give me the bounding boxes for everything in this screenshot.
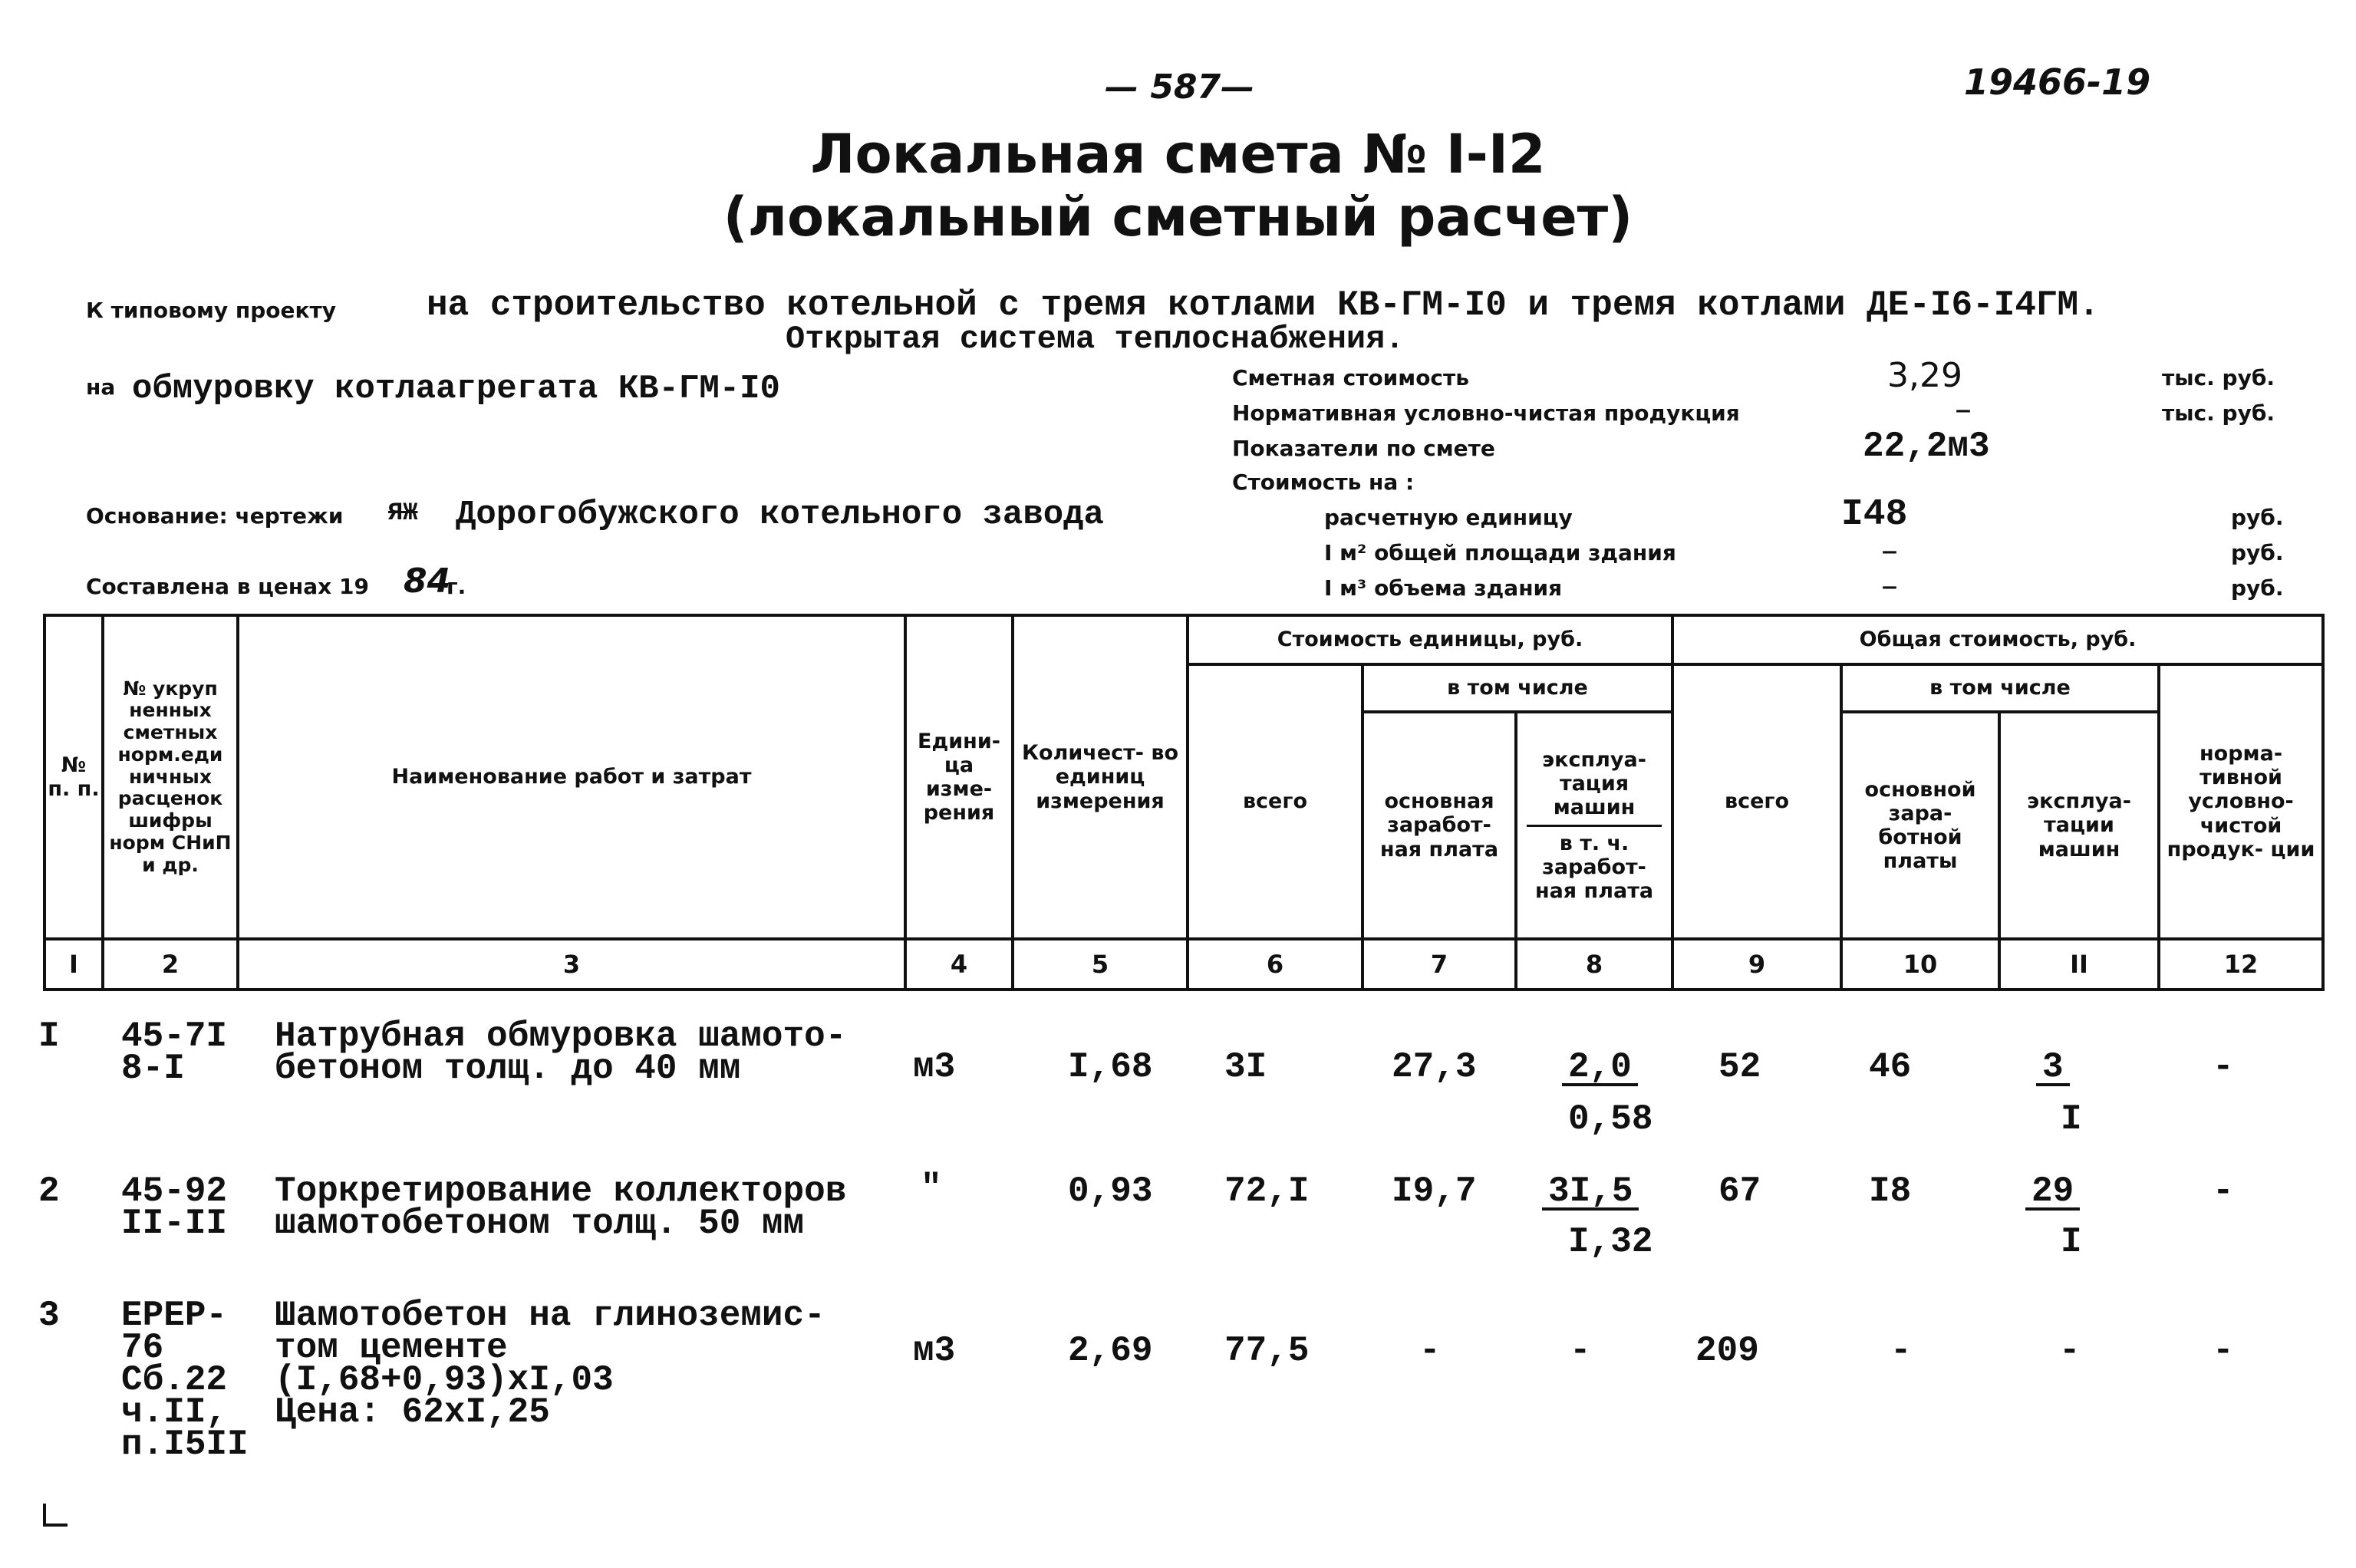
object-label: на xyxy=(86,374,116,400)
header-unit-all: всего xyxy=(1188,664,1363,939)
column-number: 10 xyxy=(1841,939,1999,990)
row-code: Сб.22 xyxy=(121,1360,228,1400)
row-name: Цена: 62xI,25 xyxy=(275,1392,550,1432)
header-machine-wage: в т. ч. заработ- ная плата xyxy=(1534,831,1654,903)
corner-mark xyxy=(43,1504,68,1527)
area-cost-label: I м² общей площади здания xyxy=(1324,540,1676,565)
row-total-machine-value: 3 xyxy=(2036,1051,2070,1086)
header-total-basic: основной зара- ботной платы xyxy=(1841,712,1999,939)
header-no: № п. п. xyxy=(44,615,103,939)
document-code: 19466-19 xyxy=(1964,61,2151,103)
row-unit-cost: 3I xyxy=(1224,1047,1267,1087)
row-total-machine-wage: I xyxy=(2061,1099,2082,1139)
page-title: Локальная смета № I-I2 xyxy=(810,123,1546,186)
column-number: 2 xyxy=(103,939,238,990)
column-number: 4 xyxy=(905,939,1013,990)
row-total: 52 xyxy=(1718,1047,1761,1087)
prices-suffix: г. xyxy=(446,574,466,599)
row-total-machine-value: 29 xyxy=(2025,1175,2080,1211)
volume-cost-unit: руб. xyxy=(2231,575,2284,601)
cost-label: Сметная стоимость xyxy=(1232,365,1469,390)
column-number: 7 xyxy=(1363,939,1516,990)
column-number: I xyxy=(44,939,103,990)
prices-year: 84 xyxy=(404,562,451,601)
row-normative: - xyxy=(2213,1171,2234,1211)
row-machine-op-value: 3I,5 xyxy=(1542,1175,1639,1211)
page-subtitle: (локальный сметный расчет) xyxy=(723,186,1633,249)
row-name: (I,68+0,93)xI,03 xyxy=(275,1360,614,1400)
row-total-basic: - xyxy=(1890,1331,1912,1371)
area-cost-unit: руб. xyxy=(2231,540,2284,565)
row-name: Шамотобетон на глиноземис- xyxy=(275,1296,825,1336)
project-text-2: Открытая система теплоснабжения. xyxy=(786,321,1405,357)
row-quantity: 2,69 xyxy=(1068,1331,1153,1371)
row-code: 45-92 xyxy=(121,1171,228,1211)
header-machine-op xyxy=(1516,712,1672,939)
row-total-machine: - xyxy=(2059,1331,2081,1371)
row-quantity: I,68 xyxy=(1068,1047,1153,1087)
row-total-basic: 46 xyxy=(1869,1047,1912,1087)
row-total-machine xyxy=(2036,1047,2070,1087)
row-total: 209 xyxy=(1695,1331,1759,1371)
row-quantity: 0,93 xyxy=(1068,1171,1153,1211)
column-number: 5 xyxy=(1013,939,1188,990)
project-label: К типовому проекту xyxy=(86,298,337,323)
row-code: 45-7I xyxy=(121,1016,228,1056)
row-name: бетоном толщ. до 40 мм xyxy=(275,1049,741,1089)
header-unit-cost: Стоимость единицы, руб. xyxy=(1188,615,1672,664)
estimate-header-table xyxy=(43,614,2325,991)
row-basic-wage: I9,7 xyxy=(1392,1171,1477,1211)
prices-label: Составлена в ценах 19 xyxy=(86,574,369,599)
costper-label: Стоимость на : xyxy=(1232,469,1415,495)
row-name: шамотобетоном толщ. 50 мм xyxy=(275,1204,805,1244)
header-unit-incl: в том числе xyxy=(1363,664,1672,712)
row-basic-wage: 27,3 xyxy=(1392,1047,1477,1087)
volume-cost-value: – xyxy=(1881,566,1898,605)
header-total-incl: в том числе xyxy=(1841,664,2159,712)
column-number: 8 xyxy=(1516,939,1672,990)
header-code: № укруп ненных сметных норм.еди ничных расценок шифры норм СНиП и др. xyxy=(103,615,238,939)
row-machine-op xyxy=(1542,1171,1639,1211)
norm-unit: тыс. руб. xyxy=(2162,400,2275,426)
row-machine-op-value: 2,0 xyxy=(1562,1051,1638,1086)
basis-struck: ЯЖ xyxy=(388,499,418,527)
unit-cost-label: расчетную единицу xyxy=(1324,505,1573,530)
header-total-machine: эксплуа- тации машин xyxy=(1999,712,2159,939)
row-machine-wage: 0,58 xyxy=(1568,1099,1653,1139)
header-name: Наименование работ и затрат xyxy=(238,615,905,939)
norm-value: – xyxy=(1955,390,1972,429)
header-basic-wage: основная заработ- ная плата xyxy=(1363,712,1516,939)
row-machine-op xyxy=(1562,1047,1638,1087)
row-normative: - xyxy=(2213,1047,2234,1087)
row-number: 3 xyxy=(38,1296,60,1336)
row-name: Натрубная обмуровка шамото- xyxy=(275,1016,847,1056)
row-code: 8-I xyxy=(121,1049,185,1089)
area-cost-value: – xyxy=(1881,531,1898,570)
row-code: II-II xyxy=(121,1204,228,1244)
header-normative: норма- тивной условно- чистой продук- ции xyxy=(2159,664,2323,939)
project-text: на строительство котельной с тремя котлами КВ-ГМ-I0 и тремя котлами ДЕ-I6-I4ГМ. xyxy=(427,285,2100,325)
row-total-machine-wage: I xyxy=(2061,1222,2082,1262)
row-total: 67 xyxy=(1718,1171,1761,1211)
row-basic-wage: - xyxy=(1419,1331,1441,1371)
header-quantity: Количест- во единиц измерения xyxy=(1013,615,1188,939)
row-number: I xyxy=(38,1016,60,1056)
row-code: ч.II, xyxy=(121,1392,228,1432)
header-total-all: всего xyxy=(1672,664,1841,939)
page-number: — 587— xyxy=(1105,68,1255,107)
header-machine-label: эксплуа- тация машин xyxy=(1527,748,1662,826)
indicators-value: 22,2м3 xyxy=(1863,427,1990,466)
row-unit: м3 xyxy=(913,1331,956,1371)
row-number: 2 xyxy=(38,1171,60,1211)
row-total-basic: I8 xyxy=(1869,1171,1912,1211)
row-machine-op: - xyxy=(1570,1331,1591,1371)
volume-cost-label: I м³ объема здания xyxy=(1324,575,1563,601)
row-unit: м3 xyxy=(913,1047,956,1087)
row-name: том цементе xyxy=(275,1328,508,1368)
basis-label: Основание: чертежи xyxy=(86,503,344,529)
indicators-label: Показатели по смете xyxy=(1232,436,1495,461)
unit-cost-unit: руб. xyxy=(2231,505,2284,530)
basis-text: Дорогобужского котельного завода xyxy=(456,496,1104,534)
column-number: 9 xyxy=(1672,939,1841,990)
cost-value: 3,29 xyxy=(1887,356,1962,395)
header-unit: Едини- ца изме- рения xyxy=(905,615,1013,939)
column-number: 3 xyxy=(238,939,905,990)
object-text: обмуровку котлаагрегата КВ-ГМ-I0 xyxy=(132,370,780,408)
row-code: 76 xyxy=(121,1328,164,1368)
row-unit-cost: 77,5 xyxy=(1224,1331,1310,1371)
unit-cost-value: I48 xyxy=(1841,494,1908,535)
row-normative: - xyxy=(2213,1331,2234,1371)
header-total-cost: Общая стоимость, руб. xyxy=(1672,615,2323,664)
row-unit: " xyxy=(921,1168,942,1208)
row-total-machine xyxy=(2025,1171,2080,1211)
row-unit-cost: 72,I xyxy=(1224,1171,1310,1211)
column-number: II xyxy=(1999,939,2159,990)
norm-label: Нормативная условно-чистая продукция xyxy=(1232,400,1740,426)
row-name: Торкретирование коллекторов xyxy=(275,1171,847,1211)
column-number: 6 xyxy=(1188,939,1363,990)
row-code: ЕРЕР- xyxy=(121,1296,228,1336)
cost-unit: тыс. руб. xyxy=(2162,365,2275,390)
row-machine-wage: I,32 xyxy=(1568,1222,1653,1262)
row-code: п.I5II xyxy=(121,1425,249,1464)
column-number: 12 xyxy=(2159,939,2323,990)
